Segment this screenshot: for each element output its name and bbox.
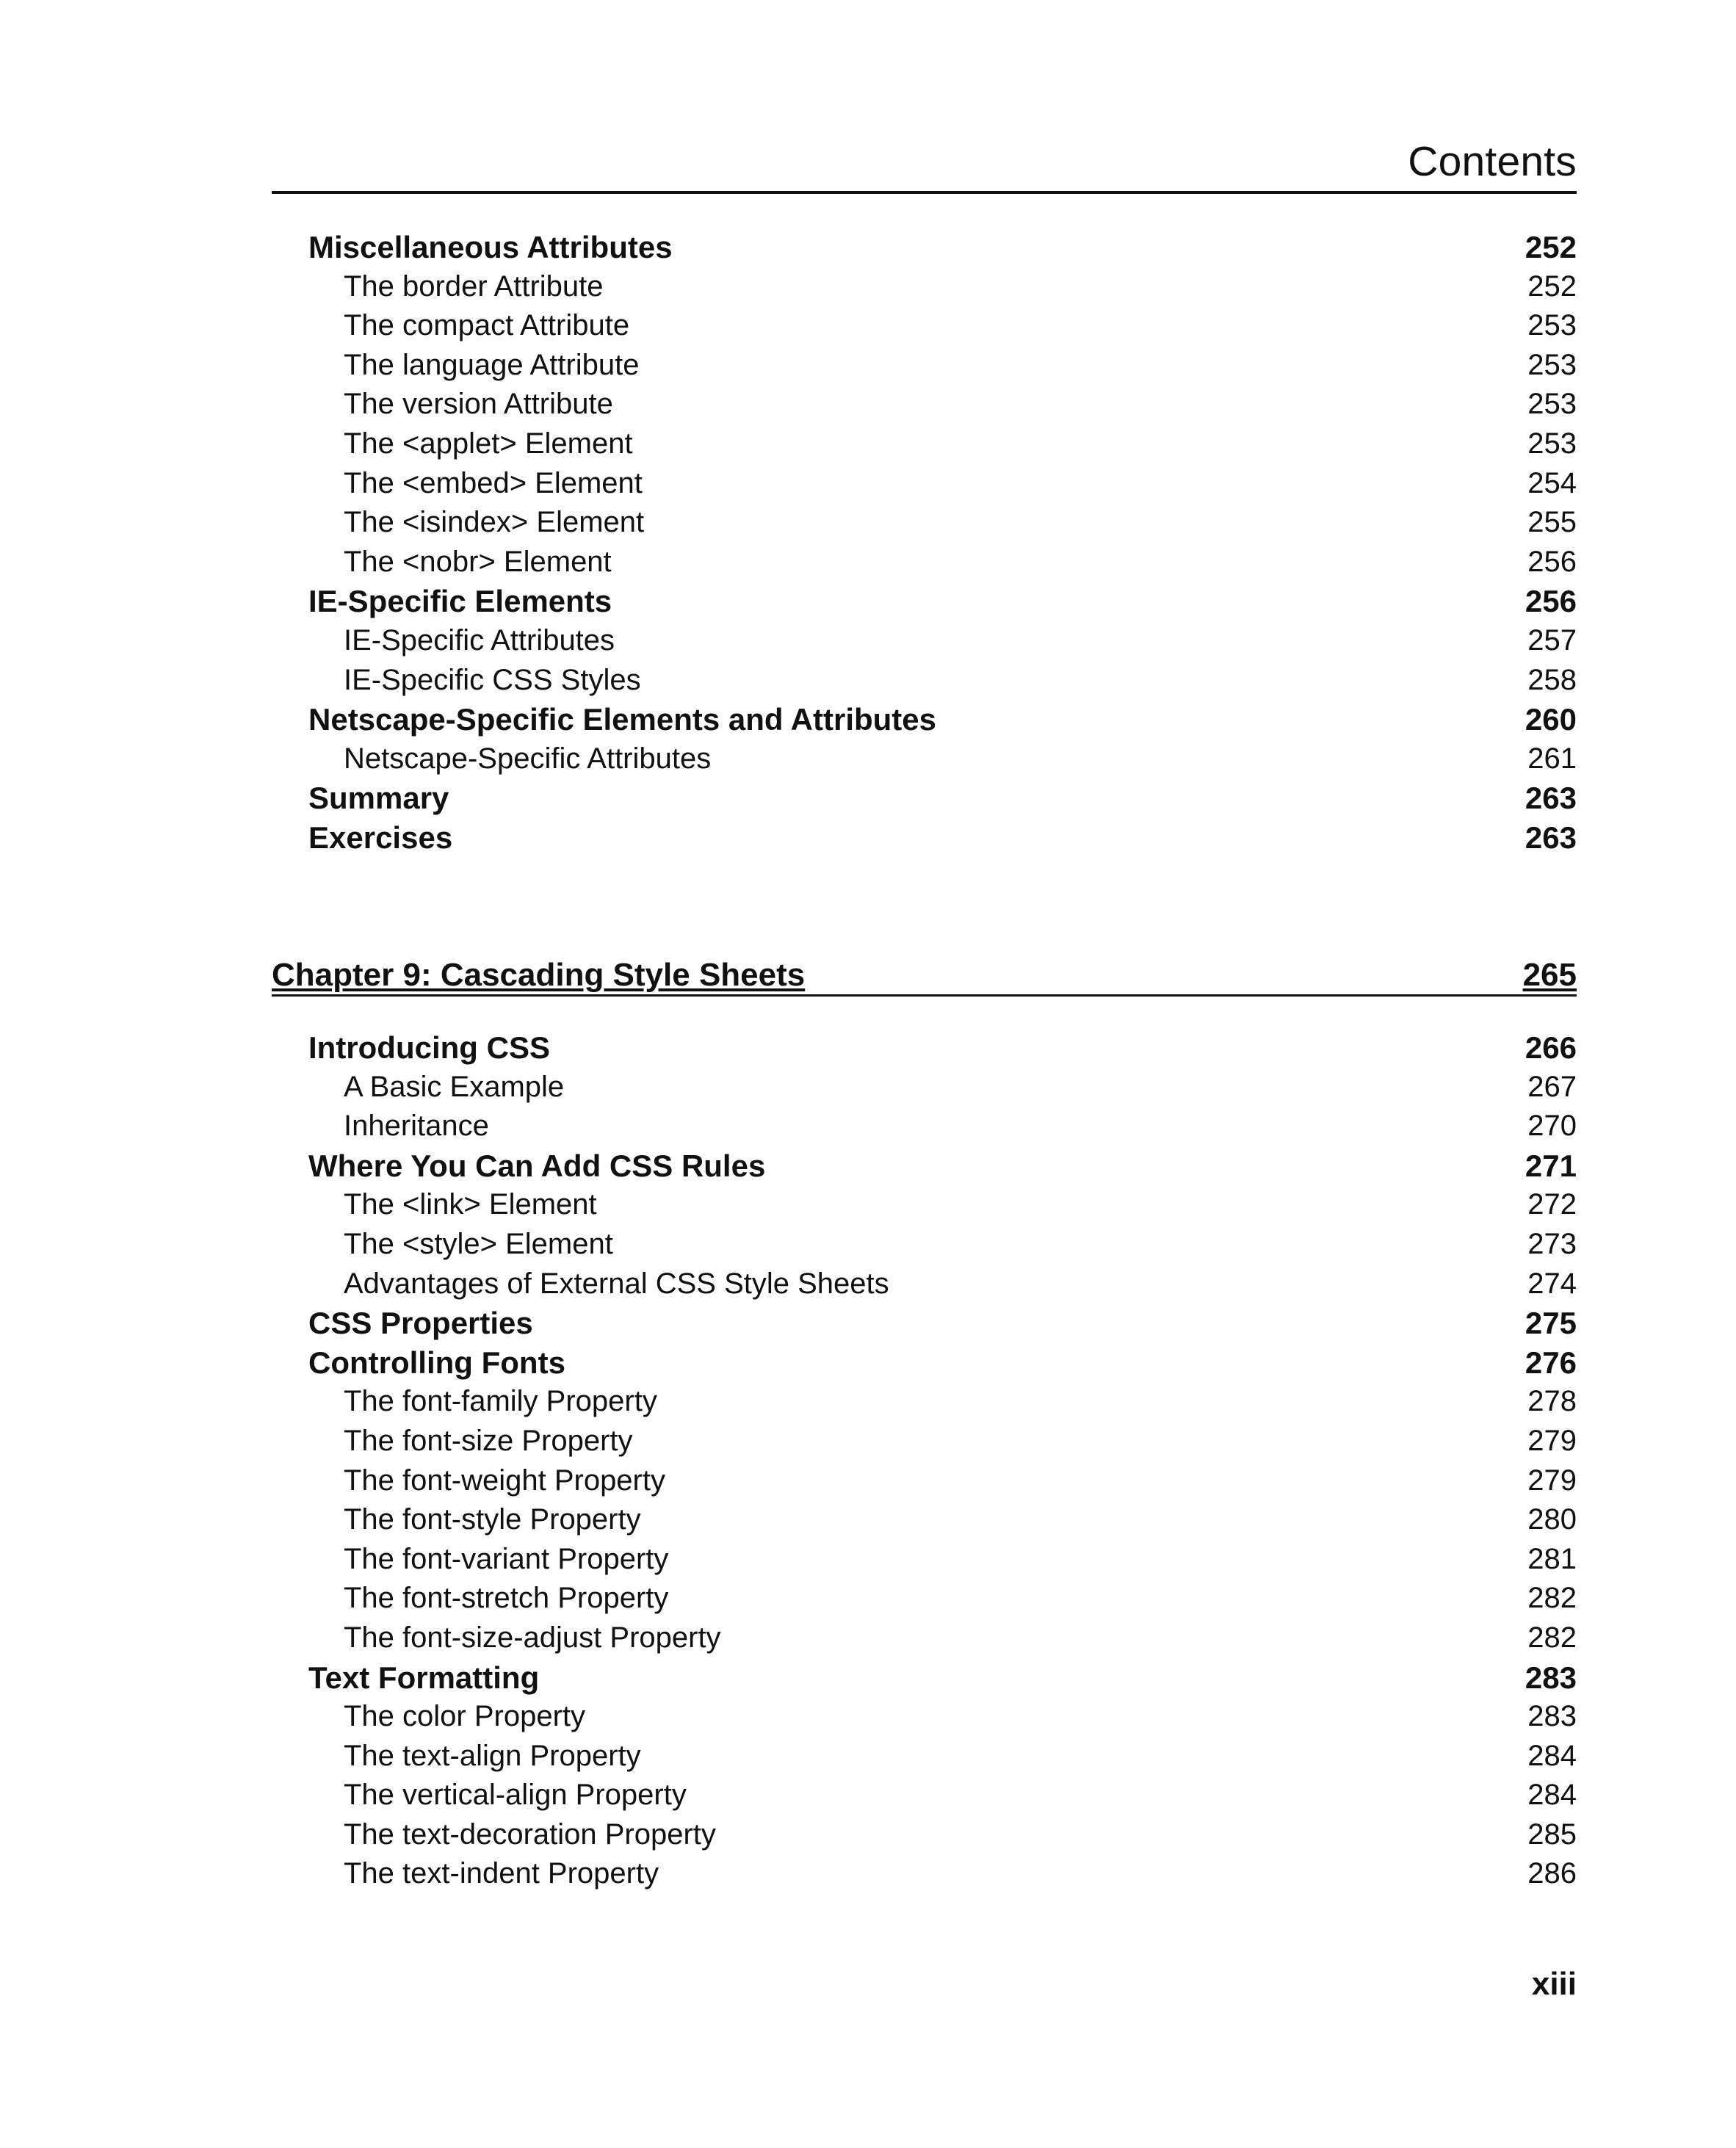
toc-subsection-title: Advantages of External CSS Style Sheets [344,1267,889,1300]
toc-section-title: CSS Properties [308,1306,533,1341]
toc-subsection-page: 255 [1527,506,1577,539]
toc-subsection[interactable] [272,1854,1577,1894]
toc-subsection-page: 254 [1527,466,1577,499]
toc-subsection-title: IE-Specific CSS Styles [344,663,641,696]
toc-subsection-page: 279 [1527,1464,1577,1497]
toc-subsection-title: Netscape-Specific Attributes [344,742,712,775]
toc-subsection-page: 274 [1527,1267,1577,1300]
toc-subsection-title: The <nobr> Element [344,545,612,578]
toc-section[interactable] [272,1146,1577,1186]
toc-subsection-page: 272 [1527,1188,1577,1221]
toc-subsection[interactable] [272,1225,1577,1265]
toc-section-title: Netscape-Specific Elements and Attributes [308,702,937,737]
toc-section[interactable] [272,700,1577,739]
toc-subsection-title: Inheritance [344,1110,489,1143]
toc-subsection-title: The border Attribute [344,270,604,303]
toc-subsection-title: The font-size-adjust Property [344,1621,721,1654]
toc-section-page: 260 [1525,702,1577,737]
toc-subsection-title: The compact Attribute [344,309,630,342]
toc-subsection-page: 261 [1527,742,1577,775]
toc-section[interactable] [272,1303,1577,1343]
toc-subsection-page: 282 [1527,1582,1577,1615]
toc-subsection-page: 253 [1527,348,1577,381]
toc-section-page: 256 [1525,584,1577,619]
toc-subsection-title: The vertical-align Property [344,1779,687,1812]
toc-subsection-page: 270 [1527,1110,1577,1143]
toc-subsection[interactable] [272,1382,1577,1422]
toc-section-title: Text Formatting [308,1660,540,1695]
toc-section[interactable] [272,1343,1577,1383]
toc-section-title: IE-Specific Elements [308,584,612,619]
toc-subsection-page: 257 [1527,623,1577,657]
toc-subsection-title: The font-size Property [344,1424,633,1457]
toc-section[interactable] [272,582,1577,621]
toc-subsection[interactable] [272,1422,1577,1461]
toc-subsection-page: 253 [1527,309,1577,342]
page-number: xiii [1531,1966,1577,2002]
toc-subsection-page: 286 [1527,1857,1577,1890]
toc-subsection[interactable] [272,385,1577,424]
toc-subsection[interactable] [272,543,1577,582]
toc-subsection-page: 278 [1527,1385,1577,1418]
toc-subsection-title: The version Attribute [344,388,613,421]
toc-subsection-title: The color Property [344,1700,586,1733]
toc-subsection[interactable] [272,1776,1577,1815]
toc-section-title: Summary [308,781,449,816]
toc-section-page: 275 [1525,1306,1577,1341]
toc-subsection[interactable] [272,503,1577,543]
toc-section-title: Exercises [308,820,453,855]
toc-subsection-page: 256 [1527,545,1577,578]
toc-subsection[interactable] [272,739,1577,779]
toc-subsection-page: 252 [1527,270,1577,303]
toc-subsection-title: The <style> Element [344,1227,613,1260]
toc-subsection-title: IE-Specific Attributes [344,623,615,657]
toc-subsection-title: A Basic Example [344,1070,565,1103]
toc-subsection[interactable] [272,1579,1577,1619]
toc-subsection-title: The font-style Property [344,1503,641,1536]
toc-subsection-page: 284 [1527,1779,1577,1812]
toc-subsection-title: The font-family Property [344,1385,657,1418]
toc-subsection-title: The <link> Element [344,1188,597,1221]
toc-subsection[interactable] [272,621,1577,661]
toc-subsection-page: 283 [1527,1700,1577,1733]
toc-section-page: 266 [1525,1030,1577,1065]
toc-subsection-page: 273 [1527,1227,1577,1260]
toc-subsection[interactable] [272,424,1577,464]
toc-subsection-page: 258 [1527,663,1577,696]
toc-subsection[interactable] [272,1068,1577,1107]
toc-subsection[interactable] [272,1107,1577,1146]
toc-section-title: Controlling Fonts [308,1345,565,1380]
toc-subsection[interactable] [272,267,1577,307]
toc-subsection-title: The font-variant Property [344,1542,669,1575]
toc-subsection-page: 253 [1527,427,1577,460]
toc-section[interactable] [272,778,1577,818]
toc-section-title: Where You Can Add CSS Rules [308,1148,766,1183]
toc-section-title: Introducing CSS [308,1030,550,1065]
toc-subsection[interactable] [272,306,1577,346]
toc-list-previous-chapter [272,228,1577,858]
toc-list-chapter-9 [272,1028,1577,1894]
toc-subsection[interactable] [272,661,1577,701]
toc-section-page: 276 [1525,1345,1577,1380]
toc-subsection-title: The font-stretch Property [344,1582,669,1615]
toc-subsection[interactable] [272,464,1577,504]
toc-subsection-page: 279 [1527,1424,1577,1457]
toc-subsection-title: The font-weight Property [344,1464,665,1497]
toc-subsection-title: The text-indent Property [344,1857,659,1890]
toc-subsection-title: The language Attribute [344,348,640,381]
toc-subsection[interactable] [272,346,1577,386]
toc-section-page: 263 [1525,820,1577,855]
toc-section-page: 283 [1525,1660,1577,1695]
toc-subsection[interactable] [272,1185,1577,1225]
toc-subsection[interactable] [272,1619,1577,1658]
toc-subsection[interactable] [272,1815,1577,1855]
toc-subsection-page: 285 [1527,1818,1577,1851]
toc-subsection-page: 284 [1527,1739,1577,1772]
toc-subsection-title: The text-align Property [344,1739,641,1772]
running-header [272,136,1577,194]
toc-subsection-title: The <applet> Element [344,427,633,460]
toc-subsection-page: 267 [1527,1070,1577,1103]
chapter-heading[interactable] [272,953,1577,997]
toc-subsection-page: 281 [1527,1542,1577,1575]
toc-subsection[interactable] [272,1461,1577,1501]
toc-subsection[interactable] [272,1697,1577,1737]
toc-section[interactable] [272,1028,1577,1068]
toc-section[interactable] [272,228,1577,267]
chapter-title: Chapter 9: Cascading Style Sheets [272,957,806,993]
toc-subsection[interactable] [272,1737,1577,1776]
toc-section-page: 252 [1525,230,1577,264]
toc-section[interactable] [272,818,1577,858]
toc-subsection-page: 280 [1527,1503,1577,1536]
toc-subsection-title: The <isindex> Element [344,506,645,539]
toc-subsection[interactable] [272,1500,1577,1540]
toc-section-title: Miscellaneous Attributes [308,230,673,264]
toc-section[interactable] [272,1658,1577,1698]
toc-subsection[interactable] [272,1540,1577,1580]
toc-subsection-page: 253 [1527,388,1577,421]
toc-subsection-title: The <embed> Element [344,466,643,499]
toc-subsection-page: 282 [1527,1621,1577,1654]
toc-subsection-title: The text-decoration Property [344,1818,716,1851]
toc-section-page: 263 [1525,781,1577,816]
toc-subsection[interactable] [272,1265,1577,1304]
running-header-title: Contents [1408,138,1577,185]
toc-section-page: 271 [1525,1148,1577,1183]
chapter-page: 265 [1522,957,1577,993]
